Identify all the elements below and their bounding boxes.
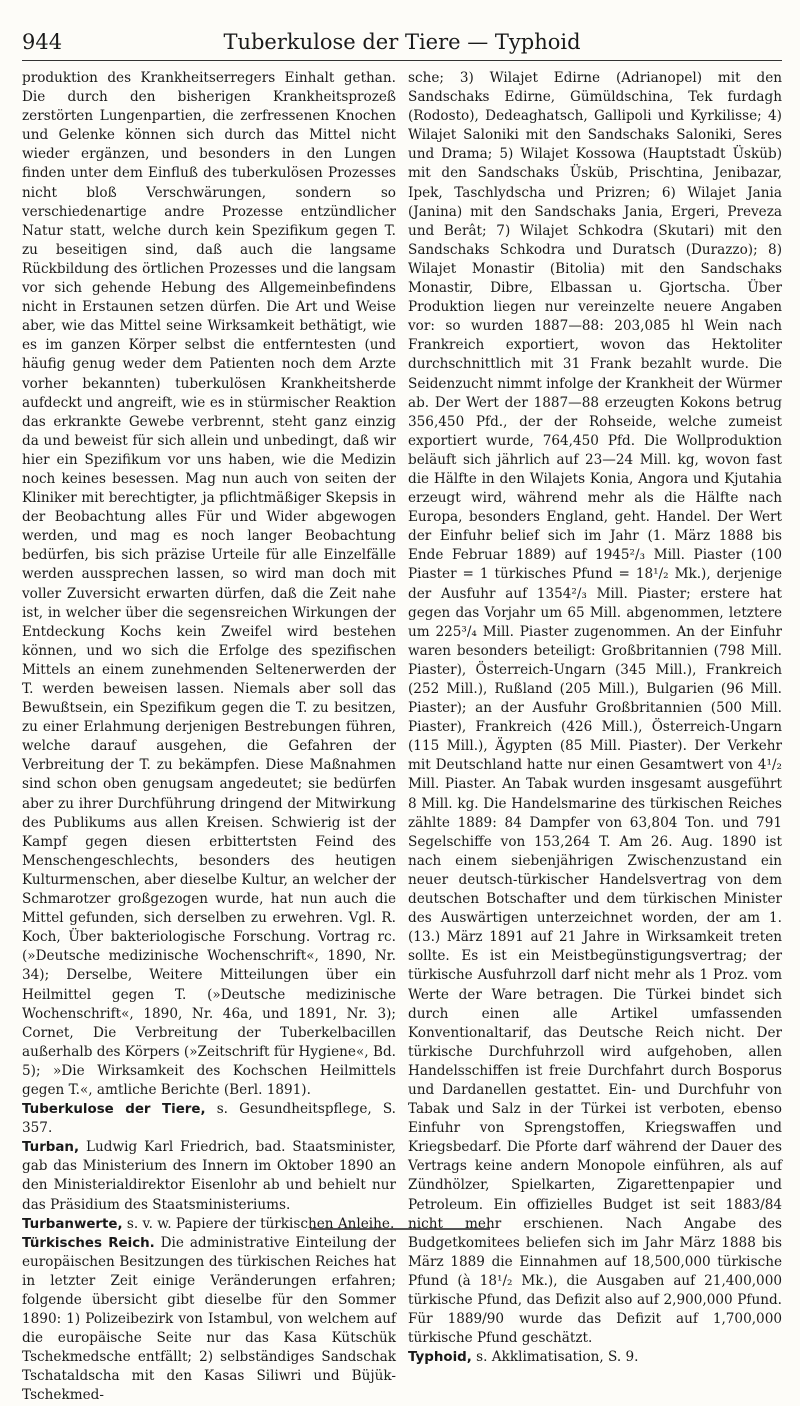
entry-text: s. Akklimatisation, S. 9. [471,1349,639,1366]
entry-tuerkisches-reich [22,1234,396,1406]
entry-typhoid [408,1348,782,1367]
left-column [22,69,396,1406]
entry-turbanwerte [22,1215,396,1234]
entry-turban [22,1138,396,1214]
entry-headword: Turban, [22,1140,80,1156]
tuberkulose-paragraph: produktion des Krankheitserregers Einhalt gethan. Die durch den bisherigen Krankheitsprozeß zerstörten Lungenpartien, die zerfressenen Knochen und Gelenke können sich durch das Mittel nicht wieder ergänzen, und besonders in den Lungen finden unter dem Einfluß des tuberkulösen Prozesses nicht bloß Verschwärungen, sondern so verschiedenartige andre Prozesse entzündlicher Natur statt, welche durch kein Spezifikum gegen T. zu beseitigen sind, daß auch die langsame Rückbildung des örtlichen Prozesses und die langsam vor sich gehende Hebung des Allgemeinbefindens nicht in Erstaunen setzen dürfen. Die Art und Weise aber, wie das Mittel seine Wirksamkeit bethätigt, wie es im ganzen Körper selbst die entferntesten (und häufig genug weder dem Patienten noch dem Arzte vorher bekannten) tuberkulösen Krankheitsherde aufdeckt und angreift, wie es in stürmischer Reaktion das erkrankte Gewebe verbrennt, steht ganz einzig da und beweist für sich allein und unbedingt, daß wir hier ein Spezifikum vor uns haben, wie die Medizin noch keines besessen. Mag nun auch von seiten der Kliniker mit berechtigter, ja pflichtmäßiger Skepsis in der Beobachtung alles Für und Wider abgewogen werden, und mag es noch langer Beobachtung bedürfen, bis sich präzise Urteile für alle Einzelfälle werden aussprechen lassen, so wird man doch mit voller Zuversicht erwarten dürfen, daß die Zeit nahe ist, in welcher über die segensreichen Wirkungen der Entdeckung Kochs kein Zweifel wird bestehen können, und wo sich die Erfolge des spezifischen Mittels an einem zunehmenden Seltenerwerden der T. werden beweisen lassen. Niemals aber soll das Bewußtsein, ein Spezifikum gegen die T. zu besitzen, zu einer Erlahmung derjenigen Bestrebungen führen, welche darauf ausgehen, die Gefahren der Verbreitung der T. zu bekämpfen. Diese Maßnahmen sind schon oben genugsam angedeutet; sie bedürfen aber zu ihrer Durchführung dringend der Mitwirkung des Publikums aus allen Kreisen. Schwierig ist der Kampf gegen diesen erbittertsten Feind des Menschengeschlechts, besonders des heutigen Kulturmenschen, aber dieselbe Kultur, an welcher der Schmarotzer großgezogen wurde, hat nun auch die Mittel gefunden, sich derselben zu erwehren. Vgl. R. Koch, Über bakteriologische Forschung. Vortrag rc. (»Deutsche medizinische Wochenschrift«, 1890, Nr. 34); Derselbe, Weitere Mitteilungen über ein Heilmittel gegen T. (»Deutsche medizinische Wochenschrift«, 1890, Nr. 46a, und 1891, Nr. 3); Cornet, Die Verbreitung der Tuberkelbacillen außerhalb des Körpers (»Zeitschrift für Hygiene«, Bd. 5); »Die Wirksamkeit des Kochschen Heilmittels gegen T.«, amtliche Berichte (Berl. 1891). [22,70,396,1098]
entry-headword: Typhoid, [408,1350,472,1366]
right-column [408,69,782,1406]
entry-headword: Turbanwerte, [22,1216,123,1232]
entry-headword: Türkisches Reich. [22,1235,155,1251]
text-columns [22,69,782,1406]
page-number: 944 [22,30,63,54]
entry-text: Die administrative Einteilung der europäischen Besitzungen des türkischen Reiches hat in letzter Zeit einige Veränderungen erfahren; folgende übersicht gibt dieselbe für den Sommer 1890: 1) Polizeibezirk von Istambul, von welchem auf die europäische Seite nur das Kasa Kütschük Tschekmedsche entfällt; 2) selbständiges Sandschak Tschataldscha mit den Kasas Siliwri und Büjük-Tschekmed- [22,1234,397,1404]
footer-rule [310,1228,490,1230]
running-title: Tuberkulose der Tiere — Typhoid [223,30,581,54]
tuerkisches-reich-continuation: sche; 3) Wilajet Edirne (Adrianopel) mit den Sandschaks Edirne, Gümüldschina, Tek furdagh (Rodosto), Dedeaghatsch, Gallipoli und Kyrkilisse; 4) Wilajet Saloniki mit den Sandschaks Saloniki, Seres und Drama; 5) Wilajet Kossowa (Hauptstadt Üsküb) mit den Sandschaks Üsküb, Prischtina, Jenibazar, Ipek, Taschlydscha und Prizren; 6) Wilajet Jania (Janina) mit den Sandschaks Jania, Ergeri, Preveza und Berât; 7) Wilajet Schkodra (Skutari) mit den Sandschaks Schkodra und Duratsch (Durazzo); 8) Wilajet Monastir (Bitolia) mit den Sandschaks Monastir, Dibre, Elbassan u. Gjortscha. Über Produktion liegen nur vereinzelte neuere Angaben vor: so wurden 1887—88: 203,085 hl Wein nach Frankreich exportiert, wovon das Hektoliter durchschnittlich mit 31 Frank bezahlt wurde. Die Seidenzucht nimmt infolge der Krankheit der Würmer ab. Der Wert der 1887—88 erzeugten Kokons betrug 356,450 Pfd., der der Rohseide, welche zumeist exportiert wurde, 764,450 Pfd. Die Wollproduktion beläuft sich jährlich auf 23—24 Mill. kg, wovon fast die Hälfte in den Wilajets Konia, Angora und Kjutahia erzeugt wird, während mehr als die Hälfte nach Europa, besonders England, geht. Handel. Der Wert der Einfuhr belief sich im Jahr (1. März 1888 bis Ende Februar 1889) auf 1945²/₃ Mill. Piaster (100 Piaster = 1 türkisches Pfund = 18¹/₂ Mk.), derjenige der Ausfuhr auf 1354²/₃ Mill. Piaster; erstere hat gegen das Vorjahr um 65 Mill. abgenommen, letztere um 225³/₄ Mill. Piaster zugenommen. An der Einfuhr waren besonders beteiligt: Großbritannien (798 Mill. Piaster), Österreich-Ungarn (345 Mill.), Frankreich (252 Mill.), Rußland (205 Mill.), Bulgarien (96 Mill. Piaster); an der Ausfuhr Großbritannien (500 Mill. Piaster), Frankreich (426 Mill.), Österreich-Ungarn (115 Mill.), Ägypten (85 Mill. Piaster). Der Verkehr mit Deutschland hatte nur einen Gesamtwert von 4¹/₂ Mill. Piaster. An Tabak wurden insgesamt ausgeführt 8 Mill. kg. Die Handelsmarine des türkischen Reiches zählte 1889: 84 Dampfer von 63,804 Ton. und 791 Segelschiffe von 153,264 T. Am 26. Aug. 1890 ist nach einem siebenjährigen Zwischenzustand ein neuer deutsch-türkischer Handelsvertrag von dem deutschen Botschafter und dem türkischen Minister des Auswärtigen unterzeichnet worden, der am 1. (13.) März 1891 auf 21 Jahre in Wirksamkeit treten sollte. Es ist ein Meistbegünstigungsvertrag; der türkische Ausfuhrzoll darf nicht mehr als 1 Proz. vom Werte der Ware betragen. Die Türkei bindet sich durch einen alle Artikel umfassenden Konventionaltarif, das Deutsche Reich nicht. Der türkische Durchfuhrzoll wird aufgehoben, allen Handelsschiffen ist freie Durchfahrt durch Bosporus und Dardanellen gestattet. Ein- und Durchfuhr von Tabak und Salz in der Türkei ist verboten, ebenso Einfuhr von Sprengstoffen, Kriegswaffen und Kriegsbedarf. Die Pforte darf während der Dauer des Vertrags keine andern Monopole einführen, als auf Zündhölzer, Spielkarten, Zigarettenpapier und Petroleum. Ein offizielles Budget ist seit 1883/84 nicht mehr erschienen. Nach Angabe des Budgetkomitees beliefen sich im Jahr März 1888 bis März 1889 die Einnahmen auf 18,500,000 türkische Pfund (à 18¹/₂ Mk.), die Ausgaben auf 21,400,000 türkische Pfund, das Defizit also auf 2,900,000 Pfund. Für 1889/90 wurde das Defizit auf 1,700,000 türkische Pfund geschätzt. [408,70,782,1347]
page-header [22,30,782,61]
entry-text: s. Gesundheitspflege, S. 357. [22,1101,396,1137]
entry-text: s. v. w. Papiere der türkischen Anleihe. [122,1215,395,1232]
entry-text: Ludwig Karl Friedrich, bad. Staatsminister, gab das Ministerium des Innern im Oktober 1890 an den Ministerialdirektor Eisenlohr ab und behielt nur das Präsidium des Staatsministeriums. [22,1139,396,1213]
entry-tuberkulose-der-tiere [22,1100,396,1138]
entry-headword: Tuberkulose der Tiere, [22,1102,206,1118]
